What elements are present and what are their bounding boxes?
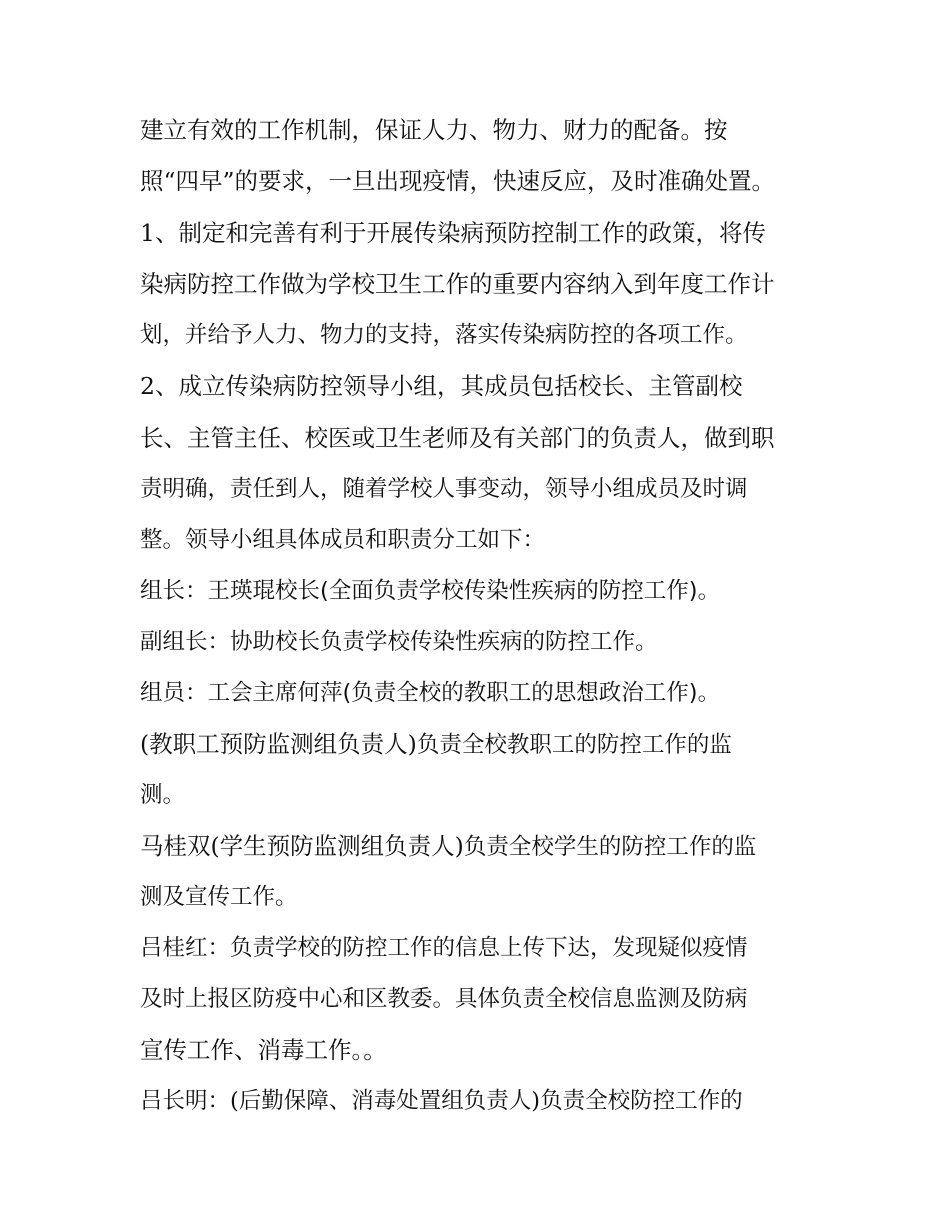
text-span: 。 bbox=[697, 680, 721, 706]
text-span: 马桂双(学生预防监测组负责人) bbox=[140, 832, 464, 860]
text-span: 测。 bbox=[140, 782, 186, 808]
text-span: 吕长明： bbox=[140, 1088, 231, 1114]
text-line bbox=[140, 474, 820, 504]
text-span: 及时上报区防疫中心和区教委。具体负责全校信息监测及防病 bbox=[140, 986, 748, 1012]
text-line bbox=[140, 423, 820, 453]
text-span: (后勤保障、消毒处置组负责人) bbox=[230, 1088, 541, 1114]
text-span: 建立有效的工作机制，保证人力、物力、财力的配备。按 bbox=[140, 116, 728, 144]
text-line bbox=[140, 166, 820, 196]
text-line bbox=[140, 320, 820, 350]
text-span: 照“四早”的要求，一旦出现疫情，快速反应，及时准确处置。 bbox=[140, 167, 776, 195]
text-span: 宣传工作、消毒工作。。 bbox=[140, 1036, 387, 1064]
text-span: 负责全校学生的防控工作的监 bbox=[463, 834, 757, 860]
text-line bbox=[140, 831, 820, 862]
text-span: (教职工预防监测组负责人) bbox=[140, 730, 417, 758]
text-span: 副组长：协助校长负责学校传染性疾病的防控工作。 bbox=[140, 629, 658, 655]
text-span: 2、成立传染病防控领导小组，其成员包括校长、主管副校 bbox=[140, 372, 743, 400]
text-line bbox=[140, 371, 820, 401]
text-line bbox=[140, 678, 820, 708]
text-span: 责明确，责任到人，随着学校人事变动，领导小组成员及时调 bbox=[140, 476, 748, 502]
text-span: 1、制定和完善有利于开展传染病预防控制工作的政策，将传 bbox=[140, 219, 766, 247]
text-span: 长、主管主任、校医或卫生老师及有关部门的负责人，做到职 bbox=[140, 424, 775, 452]
text-span: 。 bbox=[697, 578, 721, 604]
text-line bbox=[140, 780, 820, 810]
text-line bbox=[140, 269, 820, 299]
text-span: 吕桂红：负责学校的防控工作的信息上传下达，发现疑似疫情 bbox=[140, 935, 748, 961]
text-span: 染病防控工作做为学校卫生工作的重要内容纳入到年度工作计 bbox=[140, 270, 775, 298]
text-line bbox=[140, 1035, 820, 1065]
text-line bbox=[140, 933, 820, 963]
text-span: 划，并给予人力、物力的支持，落实传染病防控的各项工作。 bbox=[140, 322, 748, 348]
text-line bbox=[140, 525, 820, 555]
text-line bbox=[140, 218, 820, 248]
text-span: 组长：王瑛琨校长(全面负责学校传染性疾病的防控工作) bbox=[140, 578, 698, 604]
text-line bbox=[140, 115, 820, 145]
text-span: 整。领导小组具体成员和职责分工如下： bbox=[140, 527, 546, 553]
text-span: 测及宣传工作。 bbox=[140, 884, 298, 910]
text-span: 负责全校教职工的防控工作的监 bbox=[416, 732, 732, 758]
text-line bbox=[140, 882, 820, 912]
text-line bbox=[140, 729, 820, 760]
text-line bbox=[140, 576, 820, 606]
text-line bbox=[140, 984, 820, 1014]
text-line bbox=[140, 627, 820, 657]
text-span: 组员：工会主席何萍(负责全校的教职工的思想政治工作) bbox=[140, 680, 698, 706]
text-line bbox=[140, 1086, 820, 1116]
text-span: 负责全校防控工作的 bbox=[540, 1088, 743, 1114]
